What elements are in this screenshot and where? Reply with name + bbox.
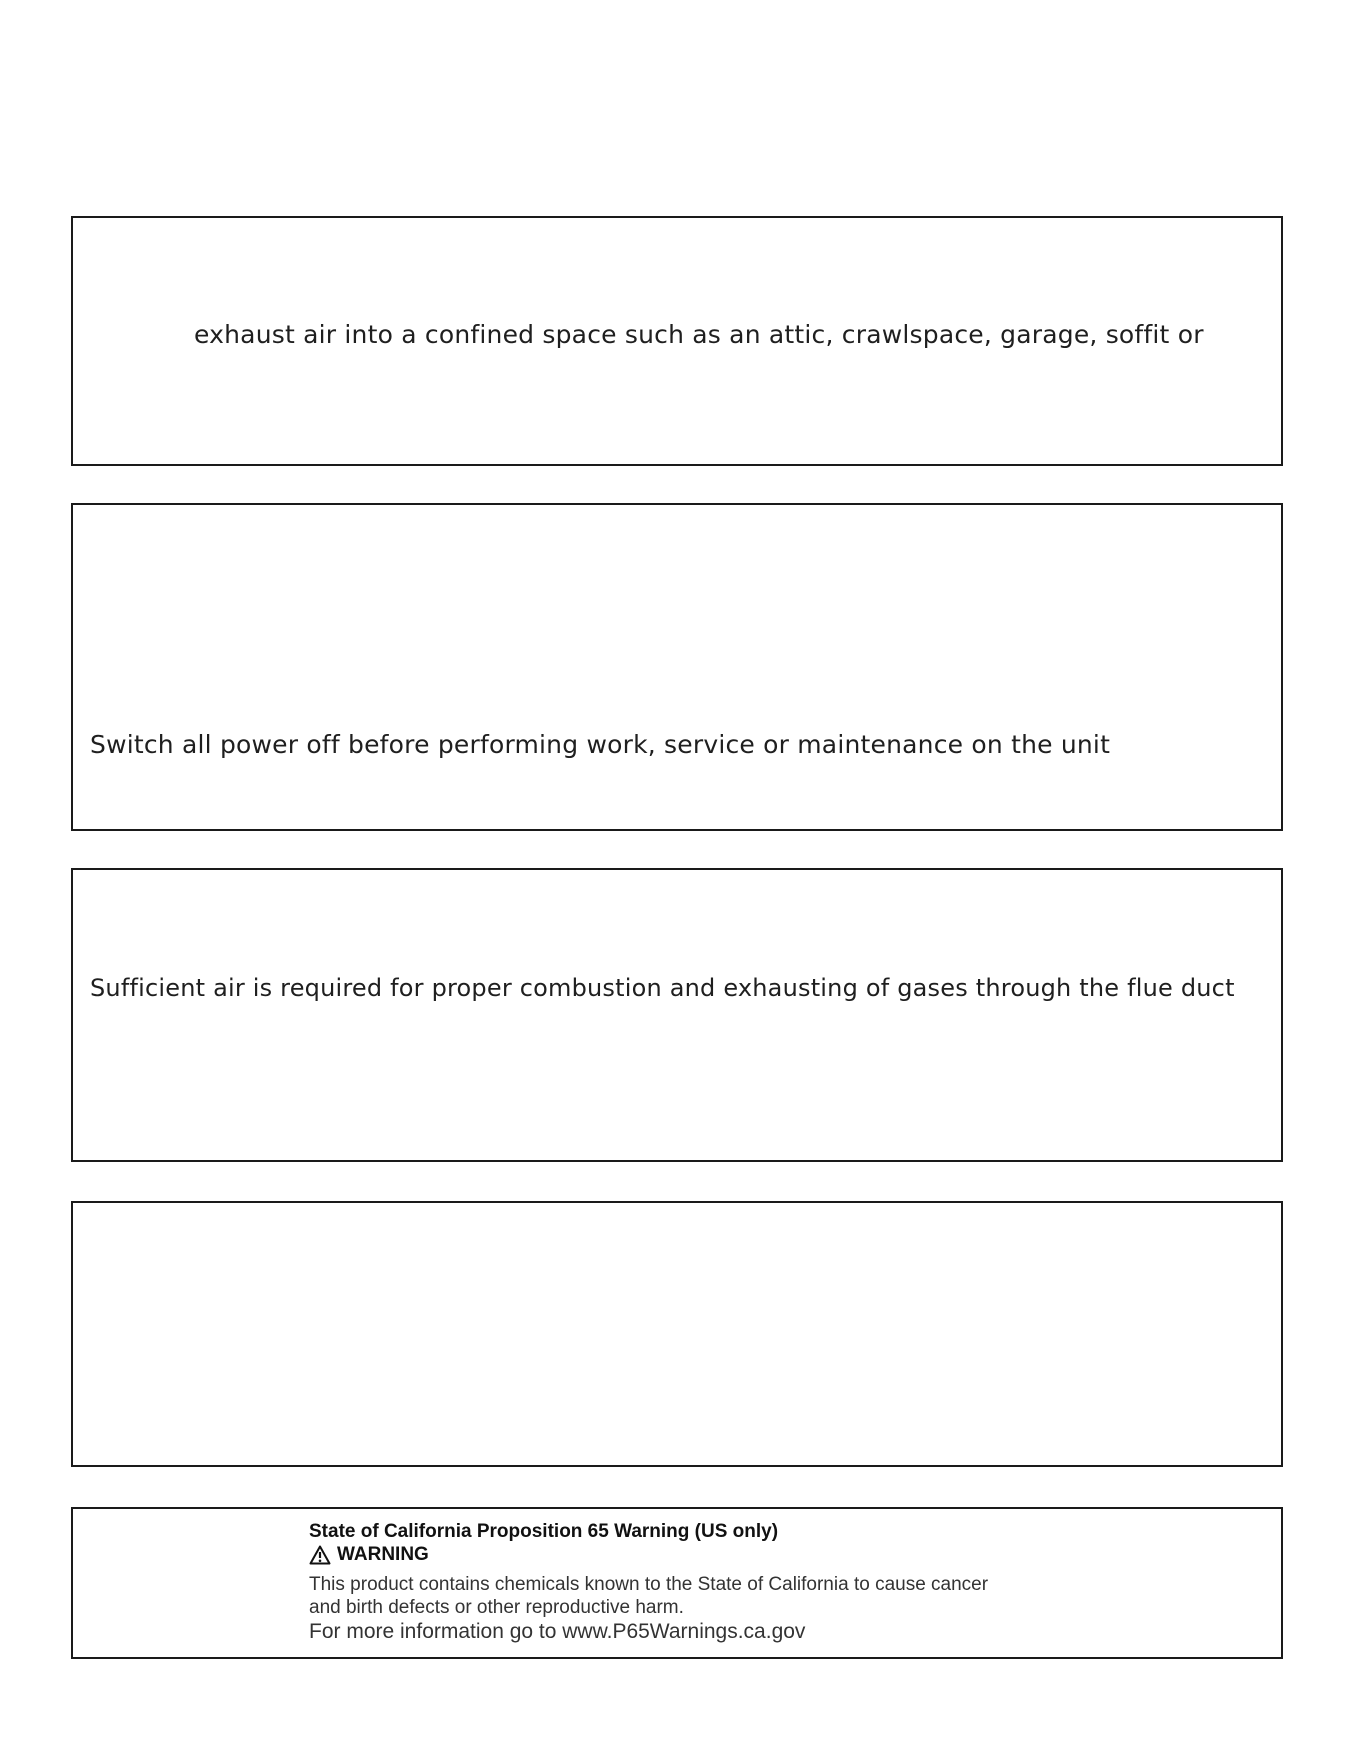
prop65-content [309,1520,988,1645]
prop65-warning-box [71,1507,1283,1659]
warning-triangle-icon [309,1545,331,1565]
power-off-notice-text: Switch all power off before performing work, service or maintenance on the unit [90,730,1111,759]
notice-box-empty [71,1201,1283,1467]
prop65-text-line-2: and birth defects or other reproductive harm. [309,1597,684,1618]
notice-box-combustion-air [71,868,1283,1162]
exhaust-notice-text: exhaust air into a confined space such as an attic, crawlspace, garage, soffit or [194,320,1204,349]
prop65-text-line-1: This product contains chemicals known to the State of California to cause cancer [309,1574,989,1595]
notice-box-power [71,503,1283,831]
prop65-warning-heading [309,1543,988,1567]
warning-label: WARNING [337,1544,429,1565]
combustion-air-notice-text: Sufficient air is required for proper combustion and exhausting of gases through the flue duct [90,974,1235,1002]
prop65-info-link[interactable]: For more information go to www.P65Warnings.ca.gov [309,1620,806,1643]
notice-box-exhaust [71,216,1283,466]
prop65-title: State of California Proposition 65 Warning (US only) [309,1521,779,1542]
